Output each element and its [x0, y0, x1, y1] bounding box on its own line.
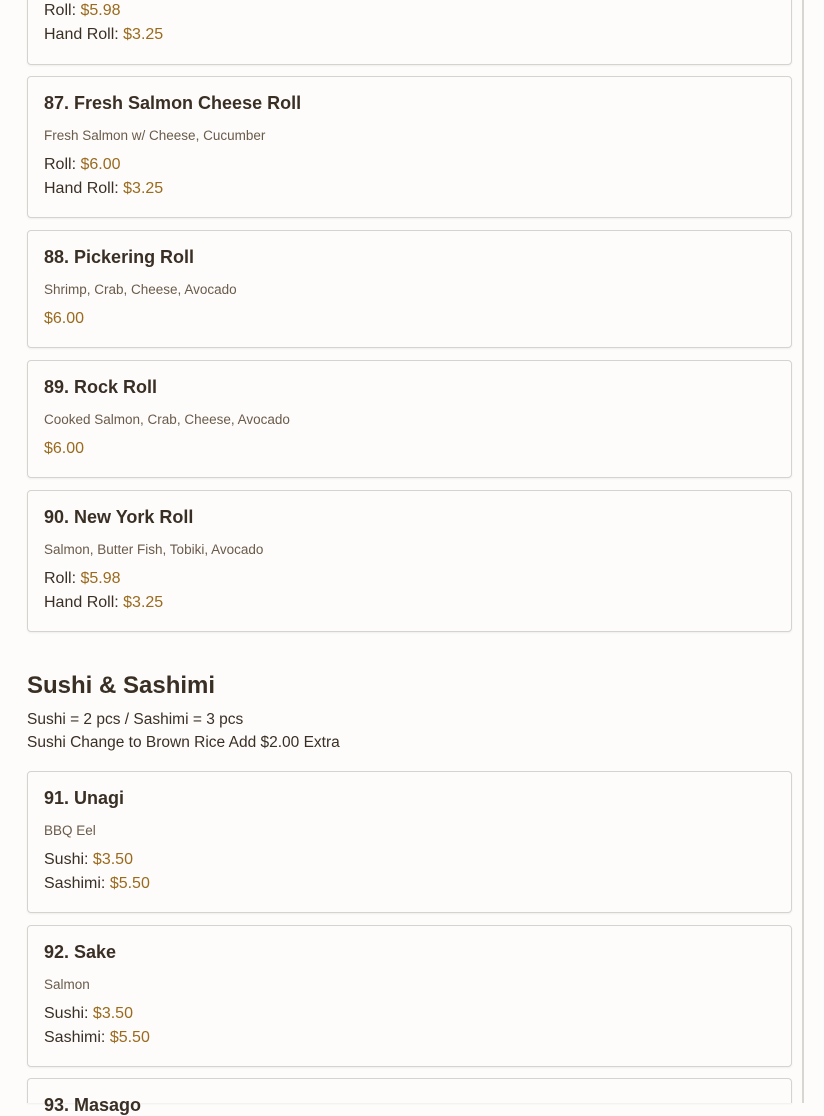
- roll-price-line: [44, 570, 121, 588]
- hand-roll-price-line: [44, 594, 163, 612]
- roll-label: Roll:: [44, 2, 77, 19]
- roll-label: Roll:: [44, 156, 77, 173]
- roll-price-line: [44, 2, 121, 20]
- menu-item-card[interactable]: [27, 1078, 792, 1115]
- item-title: 91. Unagi: [44, 788, 125, 808]
- roll-price: $5.98: [80, 570, 121, 587]
- item-description: BBQ Eel: [44, 823, 96, 838]
- hand-roll-label: Hand Roll:: [44, 180, 119, 197]
- sushi-price: $3.50: [92, 851, 133, 868]
- sashimi-price-line: [44, 875, 150, 893]
- item-description: Cooked Salmon, Crab, Cheese, Avocado: [44, 412, 290, 427]
- item-title: 89. Rock Roll: [44, 377, 158, 397]
- item-description: Salmon, Butter Fish, Tobiki, Avocado: [44, 542, 264, 557]
- item-title: 87. Fresh Salmon Cheese Roll: [44, 93, 302, 113]
- item-title: 88. Pickering Roll: [44, 247, 195, 267]
- menu-item-card[interactable]: [27, 925, 792, 1067]
- roll-price-line: [44, 156, 121, 174]
- sashimi-price: $5.50: [109, 875, 150, 892]
- menu-item-card[interactable]: [27, 360, 792, 478]
- item-description: Salmon: [44, 977, 90, 992]
- sashimi-label: Sashimi:: [44, 875, 106, 892]
- item-title: 93. Masago: [44, 1095, 142, 1115]
- sushi-price: $3.50: [92, 1005, 133, 1022]
- item-title: 92. Sake: [44, 942, 117, 962]
- item-title: 90. New York Roll: [44, 507, 194, 527]
- item-description: Shrimp, Crab, Cheese, Avocado: [44, 282, 237, 297]
- scrollbar-divider: [802, 0, 804, 1103]
- sashimi-price-line: [44, 1029, 150, 1047]
- item-description: Fresh Salmon w/ Cheese, Cucumber: [44, 128, 266, 143]
- hand-roll-price: $3.25: [123, 594, 164, 611]
- roll-label: Roll:: [44, 570, 77, 587]
- menu-item-card[interactable]: [27, 230, 792, 348]
- item-price: $6.00: [44, 440, 85, 457]
- hand-roll-price: $3.25: [123, 180, 164, 197]
- sushi-price-line: [44, 851, 133, 869]
- sushi-price-line: [44, 1005, 133, 1023]
- hand-roll-label: Hand Roll:: [44, 26, 119, 43]
- hand-roll-price-line: [44, 26, 163, 44]
- menu-item-card[interactable]: [27, 490, 792, 632]
- item-price: $6.00: [44, 310, 85, 327]
- hand-roll-price: $3.25: [123, 26, 164, 43]
- section-note: Sushi = 2 pcs / Sashimi = 3 pcs: [27, 711, 244, 728]
- section-title: Sushi & Sashimi: [27, 672, 216, 699]
- sashimi-price: $5.50: [109, 1029, 150, 1046]
- roll-price: $6.00: [80, 156, 121, 173]
- menu-item-card[interactable]: [27, 0, 792, 65]
- sashimi-label: Sashimi:: [44, 1029, 106, 1046]
- section-note: Sushi Change to Brown Rice Add $2.00 Extra: [27, 734, 340, 751]
- menu-item-card[interactable]: [27, 771, 792, 913]
- sushi-label: Sushi:: [44, 851, 89, 868]
- hand-roll-price-line: [44, 180, 163, 198]
- menu-item-card[interactable]: [27, 76, 792, 218]
- sushi-label: Sushi:: [44, 1005, 89, 1022]
- roll-price: $5.98: [80, 2, 121, 19]
- hand-roll-label: Hand Roll:: [44, 594, 119, 611]
